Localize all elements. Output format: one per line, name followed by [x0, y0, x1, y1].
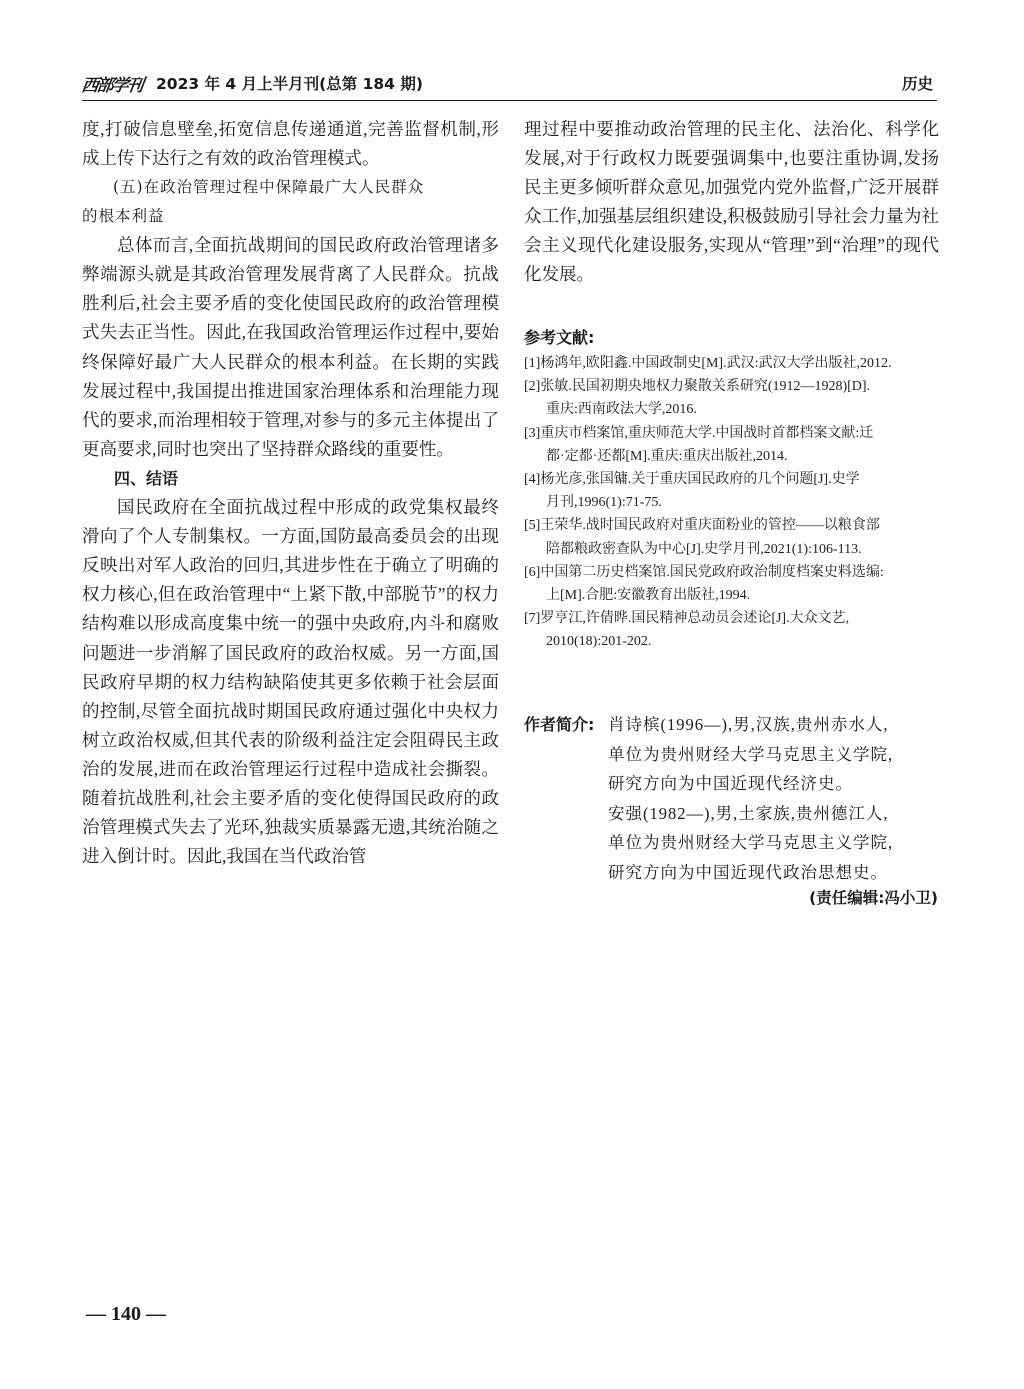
left-column [82, 115, 499, 871]
reference-item [524, 468, 938, 514]
reference-item [524, 514, 938, 560]
author-bio [524, 710, 938, 887]
reference-continuation: 陪都粮政密查队为中心[J].史学月刊,2021(1):106-113. [546, 541, 862, 557]
reference-text: [1]杨鸿年,欧阳鑫.中国政制史[M].武汉:武汉大学出版社,2012. [524, 356, 892, 371]
author-bio-label: 作者简介: [524, 715, 595, 734]
paragraph: 度,打破信息壁垒,拓宽信息传递通道,完善监督机制,形成上传下达行之有效的政治管理模式。 [82, 119, 499, 169]
subsection-heading [82, 173, 499, 231]
section-name: 历史 [901, 75, 933, 93]
reference-text: [7]罗亨江,许倩晔.国民精神总动员会述论[J].大众文艺, [524, 611, 850, 627]
reference-continuation: 2010(18):201-202. [546, 634, 652, 650]
issue-info: 2023 年 4 月上半月刊(总第 184 期) [156, 75, 423, 93]
reference-item [524, 375, 938, 421]
author-bio-line: 安强(1982—),男,土家族,贵州德江人, [608, 803, 889, 823]
author-bio-line: 单位为贵州财经大学马克思主义学院, [608, 833, 894, 852]
reference-continuation: 月刊,1996(1):71-75. [546, 495, 662, 511]
reference-continuation: 上[M].合肥:安徽教育出版社,1994. [546, 588, 751, 604]
reference-continuation: 重庆:西南政法大学,2016. [546, 402, 697, 418]
reference-continuation: 都·定都·还都[M].重庆:重庆出版社,2014. [546, 448, 788, 464]
reference-text: [5]王荣华.战时国民政府对重庆面粉业的管控——以粮食部 [524, 518, 880, 534]
paragraph: 总体而言,全面抗战期间的国民政府政治管理诸多弊端源头就是其政治管理发展背离了人民群众。抗战胜利后,社会主要矛盾的变化使国民政府的政治管理模式失去正当性。因此,在我国政治管理运作过程中,要始终保障好最广大人民群众的根本利益。在长期的实践发展过程中,我国提出推进国家治理体系和治理能力现代的要求,而治理相较于管理,对参与的多元主体提出了更高要求,同时也突出了坚持群众路线的重要性。 [82, 235, 499, 459]
author-bio-line: 肖诗槟(1996—),男,汉族,贵州赤水人, [608, 715, 889, 734]
reference-text: [4]杨光彦,张国镛.关于重庆国民政府的几个问题[J].史学 [524, 472, 860, 488]
reference-text: [6]中国第二历史档案馆.国民党政府政治制度档案史料选编: [524, 564, 884, 580]
references-list [524, 352, 938, 654]
reference-text: [2]张敏.民国初期央地权力聚散关系研究(1912—1928)[D]. [524, 379, 871, 395]
references-title: 参考文献: [524, 328, 595, 347]
author-bio-line: 单位为贵州财经大学马克思主义学院, [608, 744, 894, 764]
page-header [82, 70, 937, 101]
reference-item [524, 561, 938, 607]
subsection-heading-line1: (五)在政治管理过程中保障最广大人民群众 [113, 178, 425, 197]
section-heading: 四、结语 [114, 468, 179, 488]
responsible-editor: (责任编辑:冯小卫) [809, 889, 938, 907]
right-column [524, 115, 939, 290]
reference-item [524, 422, 938, 468]
reference-item [524, 607, 938, 653]
paragraph: 理过程中要推动政治管理的民主化、法治化、科学化发展,对于行政权力既要强调集中,也要注重协调,发扬民主更多倾听群众意见,加强党内党外监督,广泛开展群众工作,加强基层组织建设,积极鼓励引导社会力量为社会主义现代化建设服务,实现从“管理”到“治理”的现代化发展。 [524, 119, 939, 285]
author-bio-line: 研究方向为中国近现代政治思想史。 [608, 862, 888, 882]
paragraph: 国民政府在全面抗战过程中形成的政党集权最终滑向了个人专制集权。一方面,国防最高委员会的出现反映出对军人政治的回归,其进步性在于确立了明确的权力核心,但在政治管理中“上紧下散,中部脱节”的权力结构难以形成高度集中统一的强中央政府,内斗和腐败问题进一步消解了国民政府的政治权威。另一方面,国民政府早期的权力结构缺陷使其更多依赖于社会层面的控制,尽管全面抗战时期国民政府通过强化中央权力树立政治权威,但其代表的阶级利益注定会阻碍民主政治的发展,进而在政治管理运行过程中造成社会撕裂。随着抗战胜利,社会主要矛盾的变化使得国民政府的政治管理模式失去了光环,独裁实质暴露无遗,其统治随之进入倒计时。因此,我国在当代政治管 [82, 497, 499, 867]
subsection-heading-line2: 的根本利益 [82, 207, 165, 226]
journal-logo: 西部学刊 [80, 76, 143, 96]
author-bio-line: 研究方向为中国近现代经济史。 [608, 774, 853, 793]
page-number: — 140 — [86, 1303, 166, 1325]
reference-item [524, 352, 938, 375]
reference-text: [3]重庆市档案馆,重庆师范大学.中国战时首都档案文献:迁 [524, 425, 874, 441]
author-bio-body [608, 710, 938, 887]
